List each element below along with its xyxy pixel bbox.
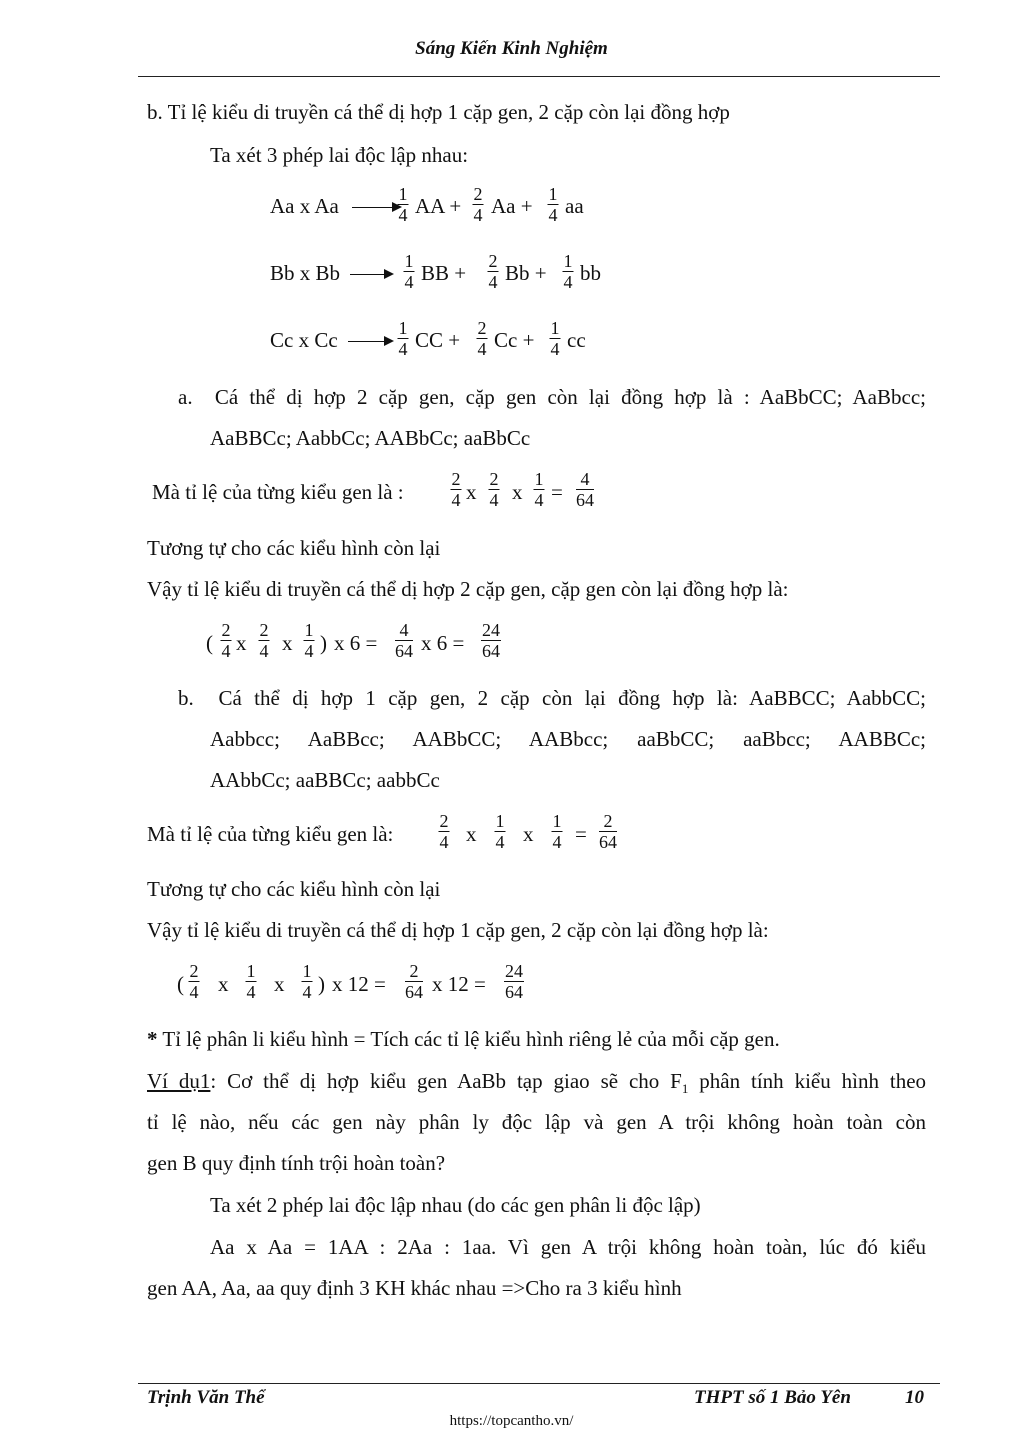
equals-sign: = [551, 480, 563, 504]
page-header: Sáng Kiến Kinh Nghiệm [415, 38, 608, 59]
cross-aa-term1: AA + [415, 194, 462, 218]
times-sign: x [512, 480, 523, 504]
fraction: 2 4 [473, 184, 483, 225]
cross-aa-lhs: Aa x Aa [270, 194, 339, 218]
example-line2: tỉ lệ nào, nếu các gen này phân ly độc lập và gen A trội không hoàn toàn còn [147, 1110, 926, 1134]
example-line5: Aa x Aa = 1AA : 2Aa : 1aa. Vì gen A trội không hoàn toàn, lúc đó kiểu [210, 1235, 926, 1259]
fraction: 2 64 [599, 811, 617, 852]
case-a-times6: x 6 = [334, 631, 378, 655]
case-b-similar: Tương tự cho các kiểu hình còn lại [147, 877, 441, 901]
footer-author: Trịnh Văn Thể [147, 1387, 265, 1408]
case-b-line2: Aabbcc; AaBBcc; AABbCC; AABbcc; aaBbCC; aaBbcc; AABBCc; [210, 727, 926, 751]
case-a-ratio-label: Mà tỉ lệ của từng kiểu gen là : [152, 480, 404, 504]
case-a-line2: AaBBCc; AabbCc; AABbCc; aaBbCc [210, 426, 531, 450]
cross-aa-term2: Aa + [491, 194, 533, 218]
paren-open: ( [206, 631, 213, 655]
case-b-ratio-label: Mà tỉ lệ của từng kiểu gen là: [147, 822, 394, 846]
case-b-conclusion: Vậy tỉ lệ kiểu di truyền cá thể dị hợp 1 cặp gen, 2 cặp còn lại đồng hợp là: [147, 918, 769, 942]
fraction: 2 4 [488, 251, 498, 292]
fraction: 1 4 [302, 961, 312, 1002]
example-line6: gen AA, Aa, aa quy định 3 KH khác nhau =>Cho ra 3 kiểu hình [147, 1276, 682, 1300]
fraction: 1 4 [563, 251, 573, 292]
times-sign: x [236, 631, 247, 655]
rule-line [147, 1026, 780, 1052]
cross-cc-term1: CC + [415, 328, 461, 352]
case-b-line1: b. Cá thể dị hợp 1 cặp gen, 2 cặp còn lại đồng hợp là: AaBBCC; AabbCC; [178, 686, 926, 710]
fraction: 4 64 [576, 469, 594, 510]
fraction: 24 64 [505, 961, 523, 1002]
fraction: 2 64 [405, 961, 423, 1002]
fraction: 1 4 [552, 811, 562, 852]
case-b-times12: x 12 = [332, 972, 386, 996]
section-heading: b. Tỉ lệ kiểu di truyền cá thể dị hợp 1 cặp gen, 2 cặp còn lại đồng hợp [147, 100, 730, 124]
rule-text: Tỉ lệ phân li kiểu hình = Tích các tỉ lệ kiểu hình riêng lẻ của mỗi cặp gen. [157, 1027, 780, 1051]
arrow-icon [350, 274, 392, 275]
footer-page-number: 10 [905, 1387, 924, 1408]
fraction: 1 4 [550, 318, 560, 359]
example-line1: Ví dụ1: Cơ thể dị hợp kiểu gen AaBb tạp giao sẽ cho $F_1$ phân tính kiểu hình theo [147, 1069, 927, 1097]
fraction: 1 4 [404, 251, 414, 292]
rule-star: * [147, 1027, 158, 1051]
cross-bb-term2: Bb + [505, 261, 547, 285]
case-b-line3: AAbbCc; aaBBCc; aabbCc [210, 768, 440, 792]
example-line3: gen B quy định tính trội hoàn toàn? [147, 1151, 446, 1175]
fraction: 1 4 [495, 811, 505, 852]
cross-cc-lhs: Cc x Cc [270, 328, 338, 352]
case-a-times6: x 6 = [421, 631, 465, 655]
fraction: 2 4 [451, 469, 461, 510]
fraction: 1 4 [534, 469, 544, 510]
times-sign: x [274, 972, 285, 996]
case-a-conclusion: Vậy tỉ lệ kiểu di truyền cá thể dị hợp 2 cặp gen, cặp gen còn lại đồng hợp là: [147, 577, 789, 601]
case-a-similar: Tương tự cho các kiểu hình còn lại [147, 536, 441, 560]
fraction: 2 4 [439, 811, 449, 852]
example-label: Ví dụ1 [147, 1069, 211, 1093]
fraction: 2 4 [477, 318, 487, 359]
times-sign: x [218, 972, 229, 996]
paren-close: ) [320, 631, 327, 655]
fraction: 4 64 [395, 620, 413, 661]
intro-text: Ta xét 3 phép lai độc lập nhau: [210, 143, 469, 167]
arrow-icon [352, 207, 400, 208]
paren-open: ( [177, 972, 184, 996]
fraction: 2 4 [489, 469, 499, 510]
cross-cc-term3: cc [567, 328, 586, 352]
cross-bb-lhs: Bb x Bb [270, 261, 341, 285]
paren-close: ) [318, 972, 325, 996]
fraction: 1 4 [548, 184, 558, 225]
times-sign: x [282, 631, 293, 655]
fraction: 1 4 [398, 318, 408, 359]
cross-cc-term2: Cc + [494, 328, 535, 352]
header-rule [138, 76, 940, 77]
times-sign: x [523, 822, 534, 846]
fraction: 1 4 [304, 620, 314, 661]
fraction: 2 4 [259, 620, 269, 661]
fraction: 1 4 [398, 184, 408, 225]
fraction: 24 64 [482, 620, 500, 661]
cross-aa-term3: aa [565, 194, 584, 218]
fraction: 2 4 [221, 620, 231, 661]
equals-sign: = [575, 822, 587, 846]
times-sign: x [466, 822, 477, 846]
case-a-line1: a. Cá thể dị hợp 2 cặp gen, cặp gen còn lại đồng hợp là : AaBbCC; AaBbcc; [178, 385, 926, 409]
footer-school: THPT số 1 Bảo Yên [694, 1387, 851, 1408]
arrow-icon [348, 341, 392, 342]
fraction: 1 4 [246, 961, 256, 1002]
cross-bb-term1: BB + [421, 261, 467, 285]
footer-url[interactable]: https://topcantho.vn/ [449, 1413, 574, 1429]
footer-rule [138, 1383, 940, 1384]
cross-bb-term3: bb [580, 261, 601, 285]
times-sign: x [466, 480, 477, 504]
fraction: 2 4 [189, 961, 199, 1002]
subscript: 1 [681, 1081, 689, 1097]
case-b-times12: x 12 = [432, 972, 486, 996]
example-line4: Ta xét 2 phép lai độc lập nhau (do các gen phân li độc lập) [210, 1193, 701, 1217]
